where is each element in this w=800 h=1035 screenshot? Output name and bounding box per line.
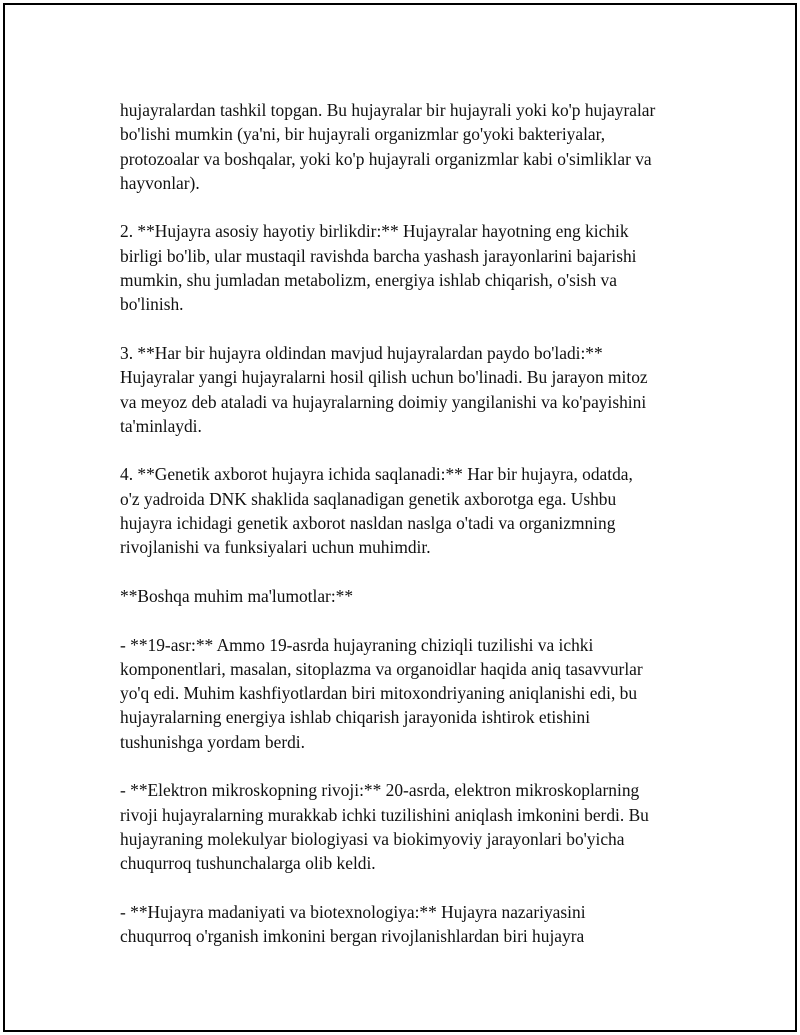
section-heading-other-info: **Boshqa muhim ma'lumotlar:** xyxy=(120,585,354,606)
paragraph-point-2: 2. **Hujayra asosiy hayotiy birlikdir:** Hujayralar hayotning eng kichik birligi bo'lib, ular mustaqil ravishda barcha yashash jarayonlarini bajarishi mumkin, shu jumladan metabolizm, energiya ishlab chiqarish, o'sish va bo'linish. xyxy=(120,221,637,315)
paragraph-19th-century: - **19-asr:** Ammo 19-asrda hujayraning chiziqli tuzilishi va ichki komponentlari, masalan, sitoplazma va organoidlar haqida aniq tasavvurlar yo'q edi. Muhim kashfiyotlardan biri mitoxondriyaning aniqlanishi edi, bu hujayralarning energiya ishlab chiqarish jarayonida ishtirok etishini tushunishga yordam berdi. xyxy=(120,634,643,752)
document-body xyxy=(120,98,700,948)
paragraph-point-4: 4. **Genetik axborot hujayra ichida saqlanadi:** Har bir hujayra, odatda, o'z yadroida DNK shaklida saqlanadigan genetik axborotga ega. Ushbu hujayra ichidagi genetik axborot nasldan naslga o'tadi va organizmning rivojlanishi va funksiyalari uchun muhimdir. xyxy=(120,464,633,558)
paragraph-point-3: 3. **Har bir hujayra oldindan mavjud hujayralardan paydo bo'ladi:** Hujayralar yangi hujayralarni hosil qilish uchun bo'linadi. Bu jarayon mitoz va meyoz deb ataladi va hujayralarning doimiy yangilanishi va ko'payishini ta'minlaydi. xyxy=(120,342,648,436)
page-frame xyxy=(3,3,797,1032)
paragraph-cell-culture: - **Hujayra madaniyati va biotexnologiya:** Hujayra nazariyasini chuqurroq o'rganish imkonini bergan rivojlanishlardan biri hujayra xyxy=(120,901,586,947)
paragraph-intro-continuation: hujayralardan tashkil topgan. Bu hujayralar bir hujayrali yoki ko'p hujayralar bo'lishi mumkin (ya'ni, bir hujayrali organizmlar go'yoki bakteriyalar, protozoalar va boshqalar, yoki ko'p hujayrali organizmlar kabi o'simliklar va hayvonlar). xyxy=(120,100,656,193)
paragraph-electron-microscope: - **Elektron mikroskopning rivoji:** 20-asrda, elektron mikroskoplarning rivoji hujayralarning murakkab ichki tuzilishini aniqlash imkonini berdi. Bu hujayraning molekulyar biologiyasi va biokimyoviy jarayonlari bo'yicha chuqurroq tushunchalarga olib keldi. xyxy=(120,780,649,874)
